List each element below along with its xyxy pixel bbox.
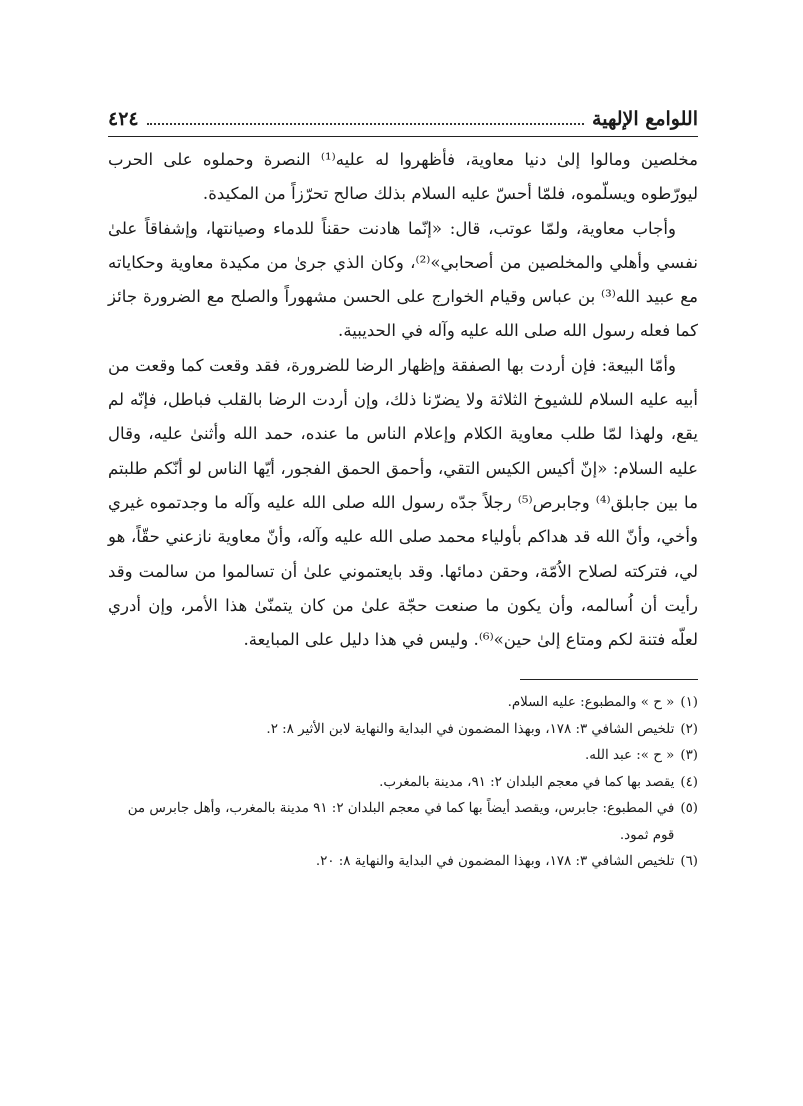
- dot-leader: [147, 113, 584, 125]
- body-text: [108, 143, 698, 657]
- running-title: اللوامع الإلهية: [592, 108, 698, 130]
- page-number: ٤٢٤: [108, 108, 139, 130]
- footnote: [108, 796, 698, 849]
- footnote-text: في المطبوع: جابرس، ويقصد أيضاً بها كما في معجم البلدان ٢: ٩١ مدينة بالمغرب، وأهل جابرس من قوم ثمود.: [127, 801, 675, 843]
- footnote: [108, 743, 698, 770]
- footnote-number: (٦): [680, 854, 698, 870]
- footnote-text: يقصد بها كما في معجم البلدان ٢: ٩١، مدينة بالمغرب.: [379, 774, 675, 790]
- footnote-text: تلخيص الشافي ٣: ١٧٨، وبهذا المضمون في البداية والنهاية ٨: ٢٠.: [315, 854, 675, 870]
- footnote: [108, 690, 698, 717]
- footnote-divider: [520, 679, 698, 680]
- paragraph: وأمّا البيعة: فإن أردت بها الصفقة وإظهار الرضا للضرورة، فقد وقعت كما وقعت من أبيه عليه السلام للشيوخ الثلاثة ولا يضرّنا ذلك، وإن أردت الرضا بالقلب فباطل، فإنّه لم يقع، ولهذا لمّا طلب معاوية الكلام وإعلام الناس ما عنده، حمد الله وأثنىٰ عليه، وقال عليه السلام: «إنّ أكيس الكيس التقي، وأحمق الحمق الفجور، أيّها الناس لو أنّكم طلبتم ما بين جابلق⁽⁴⁾ وجابرص⁽⁵⁾ رجلاً جدّه رسول الله صلى الله عليه وآله ما وجدتموه غيري وأخي، وأنّ الله قد هداكم بأولياء محمد صلى الله عليه وآله، وأنّ معاوية نازعني حقّاً، هو لي، فتركته لصلاح الاُمّة، وحقن دمائها. وقد بايعتموني علىٰ أن تسالموا من سالمت وقد رأيت أن اُسالمه، وأن يكون ما صنعت حجّة علىٰ من كان يتمنّىٰ هذا الأمر، وإن أدري لعلّه فتنة لكم ومتاع إلىٰ حين»⁽⁶⁾. وليس في هذا دليل على المبايعة.: [108, 355, 699, 650]
- footnote: [108, 717, 698, 744]
- footnote-text: تلخيص الشافي ٣: ١٧٨، وبهذا المضمون في البداية والنهاية لابن الأثير ٨: ٢.: [266, 721, 675, 737]
- footnote-text: « ح »: عبد الله.: [585, 748, 675, 764]
- footnote-number: (٢): [680, 721, 698, 737]
- book-page: [108, 108, 698, 876]
- paragraph: مخلصين ومالوا إلىٰ دنيا معاوية، فأظهروا له عليه⁽¹⁾ النصرة وحملوه على الحرب ليورّطوه ويسلّموه، فلمّا أحسّ عليه السلام بذلك صالح تحرّزاً من المكيدة.: [108, 150, 698, 204]
- footnote-number: (٥): [680, 801, 698, 817]
- footnotes: [108, 690, 698, 876]
- footnote-text: « ح » والمطبوع: عليه السلام.: [507, 695, 675, 711]
- footnote: [108, 770, 698, 797]
- paragraph: وأجاب معاوية، ولمّا عوتب، قال: «إنّما هادنت حقناً للدماء وصيانتها، وإشفاقاً علىٰ نفسي وأهلي والمخلصين من أصحابي»⁽²⁾، وكان الذي جرىٰ من مكيدة معاوية وحكاياته مع عبيد الله⁽³⁾ بن عباس وقيام الخوارج على الحسن مشهوراً والصلح مع الضرورة جائز كما فعله رسول الله صلى الله عليه وآله في الحديبية.: [108, 218, 698, 341]
- footnote-number: (٣): [680, 748, 698, 764]
- footnote-number: (١): [680, 695, 698, 711]
- footnote-number: (٤): [680, 774, 698, 790]
- page-header: [108, 108, 698, 137]
- footnote: [108, 849, 698, 876]
